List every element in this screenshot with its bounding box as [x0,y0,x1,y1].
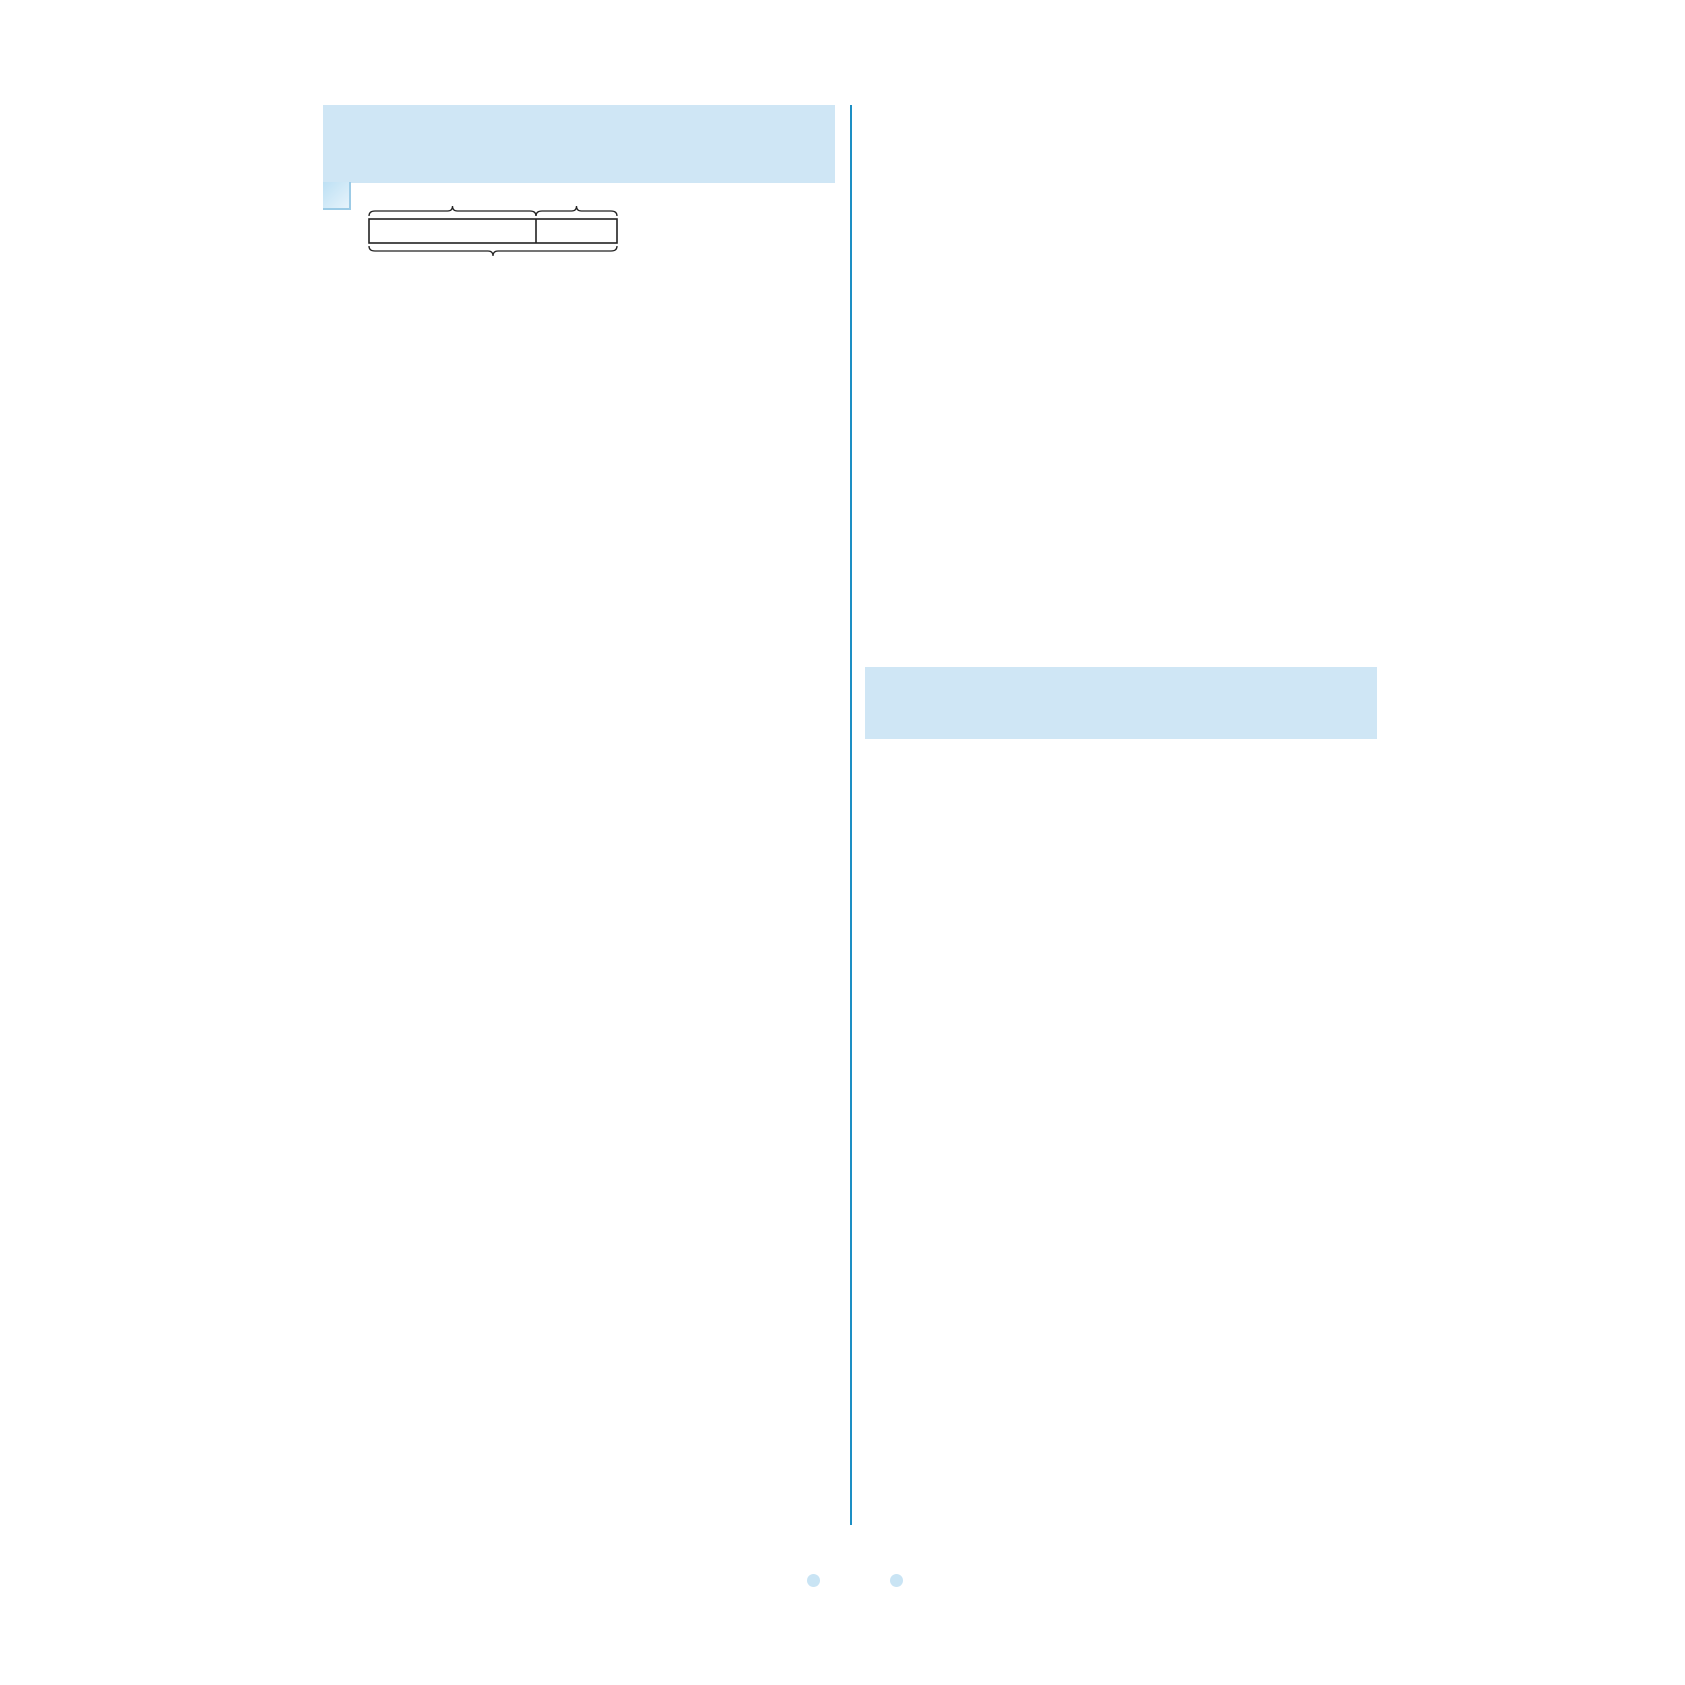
bar-rect [369,219,617,243]
brace [369,206,536,216]
section-1-header [323,105,835,183]
page-dot-left [807,1574,820,1587]
bar-model [367,205,619,263]
brace [369,246,617,256]
column-divider [850,105,852,1525]
section-2-header [865,667,1377,739]
page-dot-right [890,1574,903,1587]
brace [536,206,617,216]
question-number [323,182,351,210]
